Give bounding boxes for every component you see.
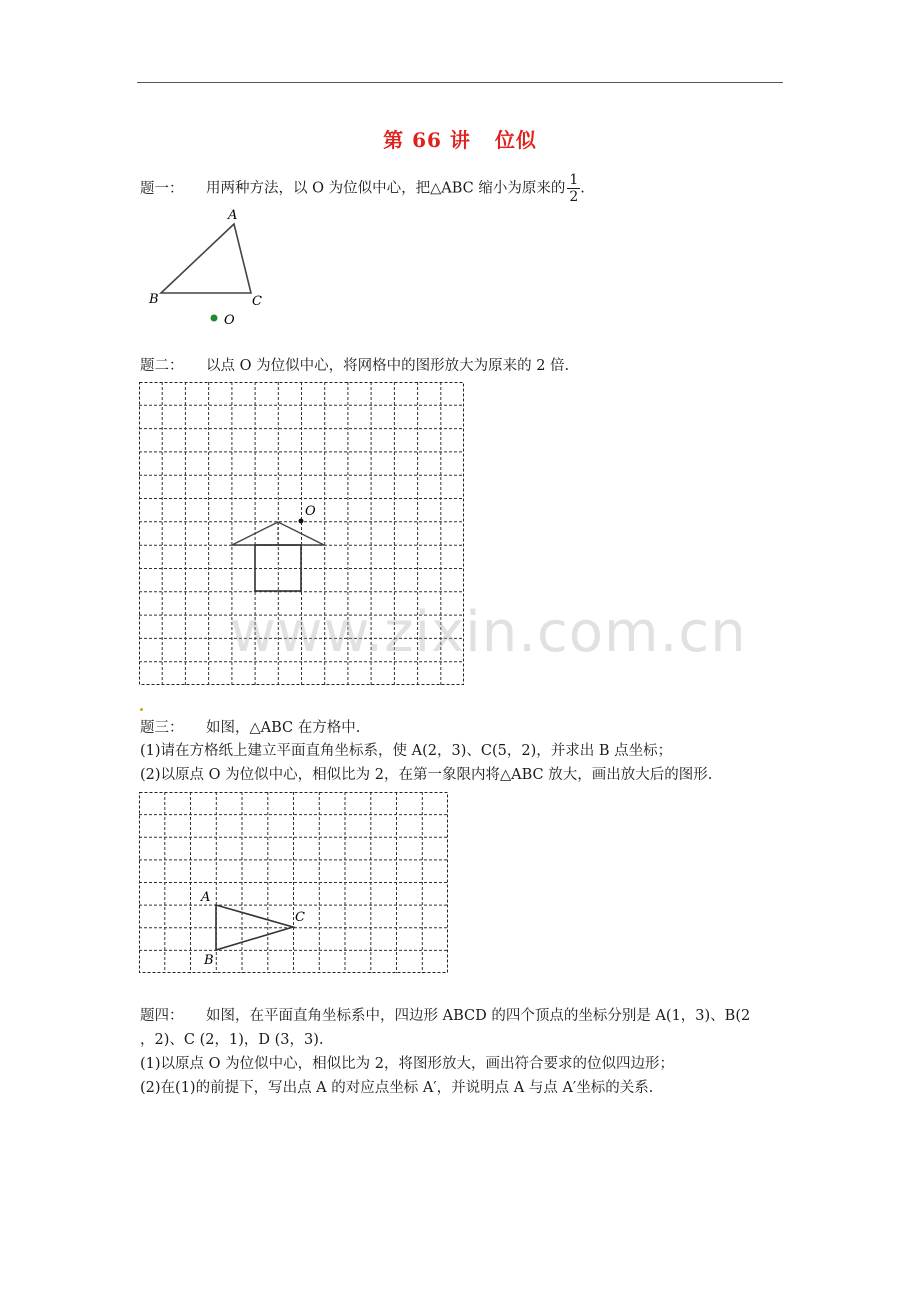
q3-label: 题三： [140,720,184,736]
q3-label-c: C [295,910,305,925]
q3-grid-figure [139,792,449,974]
ink-dot [140,708,143,711]
q1-fraction-numerator: 1 [569,172,579,188]
title-lecture-number: 第 66 讲 [383,128,471,152]
q1-label-o: O [224,313,235,328]
q3-grid [139,792,448,973]
q2-label: 题二： [140,358,184,374]
q3-label-b: B [204,953,214,968]
q3-label-a: A [201,890,211,905]
q4-part1: (1)以原点 O 为位似中心，相似比为 2，将图形放大，画出符合要求的位似四边形； [140,1056,674,1072]
q2-center-o-dot [299,519,304,524]
q4-line2: ，2)、C (2，1)，D (3，3). [140,1032,324,1048]
q1-text-line [140,172,585,205]
q1-tail: . [580,180,585,197]
q1-label-b: B [149,292,159,307]
header-rule [137,82,783,83]
q4-line1 [140,1006,750,1026]
q1-label-c: C [252,294,262,309]
q3-part2: (2)以原点 O 为位似中心，相似比为 2，在第一象限内将△ABC 放大，画出放大后的图形. [140,767,713,783]
q1-label-a: A [228,208,238,223]
q2-text-line [140,356,569,376]
q1-fraction-denominator: 2 [569,189,579,205]
q1-triangle-abc [161,224,251,293]
q3-part1: (1)请在方格纸上建立平面直角坐标系，使 A(2，3)、C(5，2)，并求出 B 点坐标； [140,743,673,759]
page-title [0,124,920,153]
q1-fraction [567,172,580,205]
q4-label: 题四： [140,1008,184,1024]
q1-label: 题一： [140,180,184,197]
watermark: www.zixin.com.cn [230,600,747,665]
q1-triangle-figure [140,205,280,330]
q4-part2: (2)在(1)的前提下，写出点 A 的对应点坐标 A′，并说明点 A 与点 A′坐标的关系. [140,1080,654,1096]
title-topic: 位似 [494,128,537,152]
q4-text-line1: 如图，在平面直角坐标系中，四边形 ABCD 的四个顶点的坐标分别是 A(1，3)、B(2 [206,1008,751,1024]
q3-intro-line [140,718,360,738]
q1-center-o-dot [211,315,218,322]
q1-text: 用两种方法，以 O 为位似中心，把△ABC 缩小为原来的 [206,180,566,197]
q2-text: 以点 O 为位似中心，将网格中的图形放大为原来的 2 倍. [206,358,570,374]
q3-intro: 如图，△ABC 在方格中. [206,720,361,736]
q2-label-o: O [305,504,316,519]
